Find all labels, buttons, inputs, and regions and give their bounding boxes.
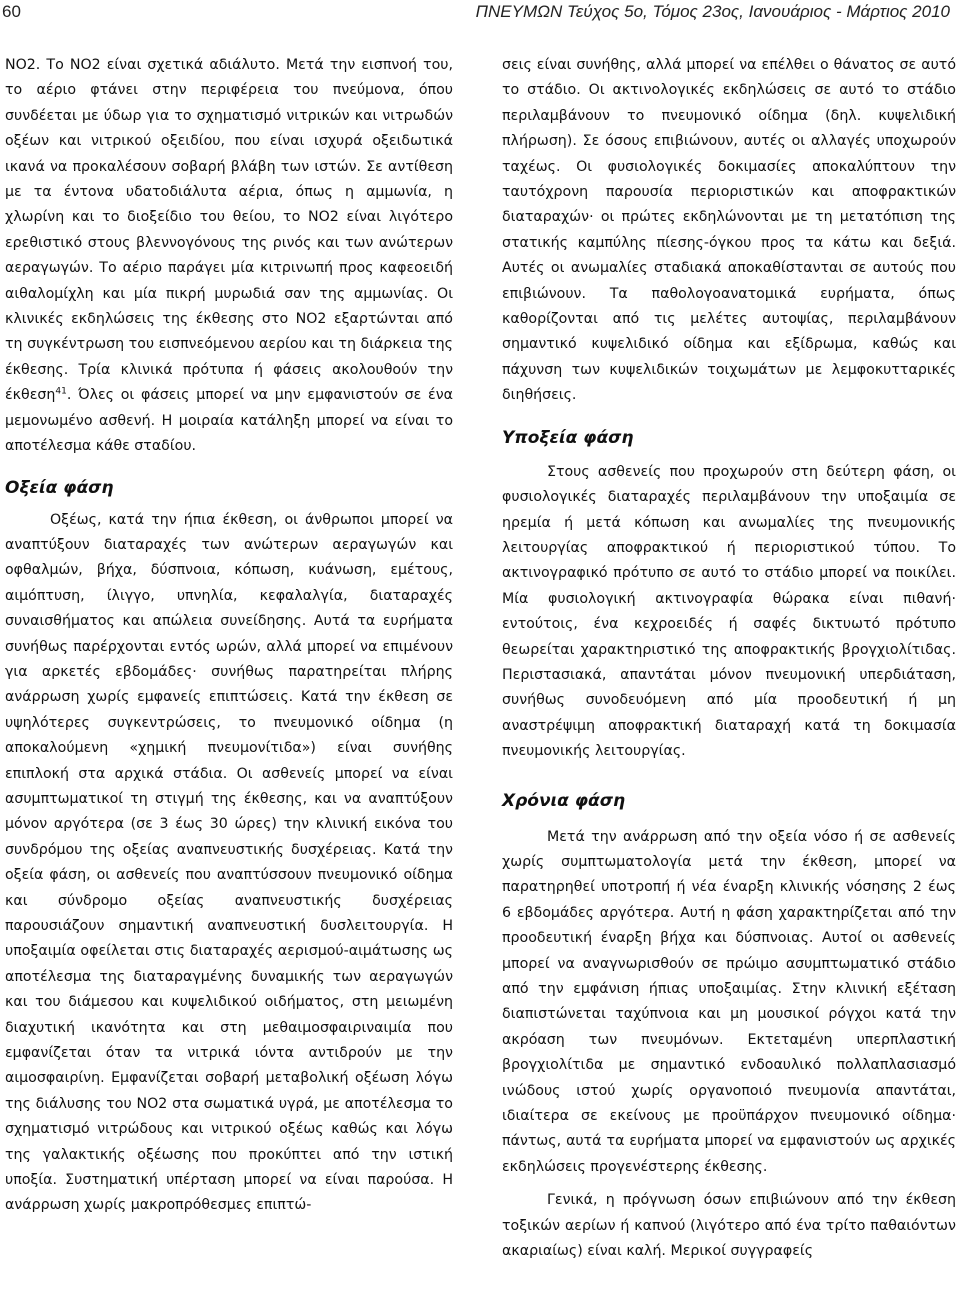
page-header <box>0 0 960 42</box>
running-head: ΠΝΕΥΜΩΝ Τεύχος 5ο, Τόμος 23ος, Ιανουάριος - Μάρτιος 2010 <box>475 2 950 21</box>
intro-paragraph <box>5 53 453 460</box>
acute-phase-paragraph: Οξέως, κατά την ήπια έκθεση, οι άνθρωποι μπορεί να αναπτύξουν διαταραχές των ανώτερων αεραγωγών και οφθαλμών, βήχα, δύσπνοια, κόπωση, κυάνωση, εμέτους, αιμόπτυση, ίλιγγο, υπνηλία, κεφαλαλγία, διαταραχές συναισθήματος και απώλεια συνείδησης. Αυτά τα ευρήματα συνήθως παρέρχονται εντός ωρών, αλλά μπορεί να επιμένουν για αρκετές εβδομάδες· συνήθως παρατηρείται πλήρης ανάρρωση χωρίς εμφανείς επιπτώσεις. Κατά την έκθεση σε υψηλότερες συγκεντρώσεις, το πνευμονικό οίδημα (η αποκαλούμενη «χημική πνευμονίτιδα») είναι συνήθης επιπλοκή στα αρχικά στάδια. Οι ασθενείς μπορεί να είναι ασυμπτωματικοί τη στιγμή της έκθεσης, και να αναπτύξουν μόνον αργότερα (σε 3 έως 30 ώρες) την κλινική εικόνα του συνδρόμου της οξείας αναπνευστικής δυσχέρειας. Κατά την οξεία φάση, οι ασθενείς που αναπτύσσουν πνευμονικό οίδημα και σύνδρομο οξείας αναπνευστικής δυσχέρειας παρουσιάζουν σημαντική αναπνευστική δυσλειτουργία. Η υποξαιμία οφείλεται στις διαταραχές αερισμού-αιμάτωσης ως αποτέλεσμα της διαταραγμένης δυναμικής των αεραγωγών και του διάμεσου και κυψελιδικού οιδήματος, στη μειωμένη διαχυτική ικανότητα και στη μεθαιμοσφαιριναιμία που εμφανίζεται όταν τα νιτρικά ιόντα αντιδρούν με την αιμοσφαιρίνη. Εμφανίζεται σοβαρή μεταβολική οξέωση λόγω της διάλυσης του NO2 στα σωματικά υγρά, με αποτέλεσμα το σχηματισμό νιτρώδους και νιτρικού οξέως καθώς και λόγω της γαλακτικής οξέωσης που προκύπτει από την ιστική υποξία. Συστηματική υπέρταση μπορεί να είναι παρούσα. Η ανάρρωση χωρίς μακροπρόθεσμες επιπτώ- <box>5 511 453 1214</box>
right-column <box>502 53 956 1264</box>
intro-paragraph-end: . Όλες οι φάσεις μπορεί να μην εμφανιστούν σε ένα μεμονωμένο ασθενή. Η μοιραία κατάληξη μπορεί να είναι το αποτέλεσμα κάθε σταδίου. <box>5 387 453 455</box>
chronic-phase-paragraph-1: Μετά την ανάρρωση από την οξεία νόσο ή σε ασθενείς χωρίς συμπτωματολογία μετά την έκθεση, μπορεί να παρατηρηθεί υποτροπή ή νέα έναρξη κλινικής νόσησης 2 έως 6 εβδομάδες αργότερα. Αυτή η φάση χαρακτηρίζεται από την προοδευτική έναρξη βήχα και δύσπνοιας. Αυτοί οι ασθενείς μπορεί να αναγνωρισθούν σε πρώιμο ασυμπτωματικό στάδιο από την εμφάνιση ήπιας υποξαιμίας. Στην κλινική εξέταση διαπιστώνεται ταχύπνοια και μη μουσικοί ρόγχοι κατά την ακρόαση των πνευμόνων. Εκτεταμένη υπερπλαστική βρογχιολίτιδα με σημαντικό ενδοαυλικό πολλαπλασιασμό ινώδους ιστού χωρίς οργανοποιό πνευμονία απαντάται, ιδιαίτερα σε εκείνους με προϋπάρχον πνευμονικό οίδημα· πάντως, αυτά τα ευρήματα μπορεί να εμφανιστούν ως αρχικές εκδηλώσεις προγενέστερης έκθεσης. <box>502 828 956 1175</box>
page-number: 60 <box>2 2 21 21</box>
intro-paragraph-text: NO2. Το NO2 είναι σχετικά αδιάλυτο. Μετά την εισπνοή του, το αέριο φτάνει στην περιφέρεια του πνεύμονα, όπου συνδέεται με ύδωρ για το σχηματισμό νιτρικών και νιτρωδών οξέων και νιτρικού οξειδίου, που είναι ισχυρά οξειδωτικά ικανά να προκαλέσουν σοβαρή βλάβη των ιστών. Σε αντίθεση με τα έντονα υδατοδιάλυτα αέρια, όπως η αμμωνία, η χλωρίνη και το διοξείδιο του θείου, το NO2 είναι λιγότερο ερεθιστικό στους βλεννογόνους της ρινός και των ανώτερων αεραγωγών. Το αέριο παράγει μία κιτρινωπή προς καφεοειδή αιθαλομίχλη και μία πικρή μυρωδιά σαν της αμμωνίας. Οι κλινικές εκδηλώσεις της έκθεσης στο NO2 εξαρτώνται από τη συγκέντρωση του εισπνεόμενου αερίου και τη διάρκεια της έκθεσης. Τρία κλινικά πρότυπα ή φάσεις ακολουθούν την έκθεση <box>5 57 453 404</box>
continuation-paragraph: σεις είναι συνήθης, αλλά μπορεί να επέλθει ο θάνατος σε αυτό το στάδιο. Οι ακτινολογικές εκδηλώσεις σε αυτό το στάδιο περιλαμβάνουν το πνευμονικό οίδημα (δηλ. κυψελιδική πλήρωση). Σε όσους επιβιώνουν, αυτές οι αλλαγές υποχωρούν ταχέως. Οι φυσιολογικές δοκιμασίες αποκαλύπτουν την ταυτόχρονη παρουσία περιοριστικών και αποφρακτικών διαταραχών· οι πρώτες εκδηλώνονται με τη μετατόπιση της στατικής καμπύλης πίεσης-όγκου προς τα κάτω και δεξιά. Αυτές οι ανωμαλίες σταδιακά αποκαθίστανται σε αυτούς που επιβιώνουν. Τα παθολογοανατομικά ευρήματα, όπως καθορίζονται από τις μελέτες αυτοψίας, περιλαμβάνουν σημαντικό κυψελιδικό οίδημα και εξίδρωμα, καθώς και πάχυνση των κυψελιδικών τοιχωμάτων με λεμφοκυτταρικές διηθήσεις. <box>502 57 956 404</box>
left-column <box>5 53 453 1219</box>
chronic-phase-paragraph-2: Γενικά, η πρόγνωση όσων επιβιώνουν από την έκθεση τοξικών αερίων ή καπνού (λιγότερο από ένα τρίτο παθαιόντων ακαριαίως) είναι καλή. Μερικοί συγγραφείς <box>502 1192 956 1260</box>
acute-phase-heading: Οξεία φάση <box>5 477 114 498</box>
subacute-phase-heading: Υποξεία φάση <box>502 427 634 448</box>
reference-41: 41 <box>55 386 67 397</box>
subacute-phase-paragraph: Στους ασθενείς που προχωρούν στη δεύτερη φάση, οι φυσιολογικές διαταραχές περιλαμβάνουν την υποξαιμία σε ηρεμία ή μετά κόπωση και ανωμαλίες της πνευμονικής λειτουργίας αποφρακτικού ή περιοριστικού τύπου. Το ακτινογραφικό πρότυπο σε αυτό το στάδιο μπορεί να ποικίλει. Μία φυσιολογική ακτινογραφία θώρακα είναι πιθανή· εντούτοις, ένα κεχροειδές ή σαφές δικτυωτό πρότυπο θεωρείται χαρακτηριστικό της αποφρακτικής βρογχιολίτιδας. Περιστασιακά, απαντάται μόνον πνευμονική υπερδιάταση, συνήθως συνοδευόμενη από μία προοδευτική ή μη αναστρέψιμη αποφρακτική διαταραχή κατά τη δοκιμασία πνευμονικής λειτουργίας. <box>502 463 956 760</box>
chronic-phase-heading: Χρόνια φάση <box>502 790 626 811</box>
